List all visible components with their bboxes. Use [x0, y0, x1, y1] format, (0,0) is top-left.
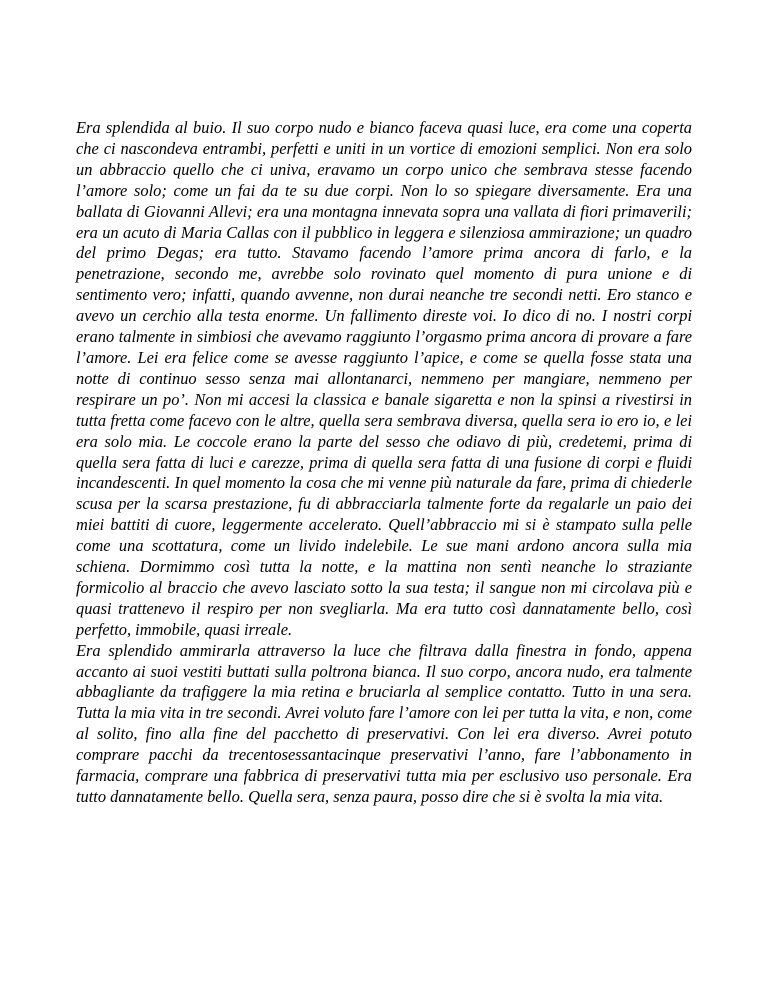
paragraph-1: Era splendida al buio. Il suo corpo nudo e bianco faceva quasi luce, era come una coperta che ci nascondeva entrambi, perfetti e uniti in un vortice di emozioni semplici. Non era solo un abbraccio quello che ci univa, eravamo un corpo unico che sembrava stesse facendo l’amore solo; come un fai da te su due corpi. Non lo so spiegare diversamente. Era una ballata di Giovanni Allevi; era una montagna innevata sopra una vallata di fiori primaverili; era un acuto di Maria Callas con il pubblico in leggera e silenziosa ammirazione; un quadro del primo Degas; era tutto. Stavamo facendo l’amore prima ancora di farlo, e la penetrazione, secondo me, avrebbe solo rovinato quel momento di pura unione e di sentimento vero; infatti, quando avvenne, non durai neanche tre secondi netti. Ero stanco e avevo un cerchio alla testa enorme. Un fallimento direste voi. Io dico di no. I nostri corpi erano talmente in simbiosi che avevamo raggiunto l’orgasmo prima ancora di provare a fare l’amore. Lei era felice come se avesse raggiunto l’apice, e come se quella fosse stata una notte di continuo sesso senza mai allontanarci, nemmeno per mangiare, nemmeno per respirare un po’. Non mi accesi la classica e banale sigaretta e non la spinsi a rivestirsi in tutta fretta come facevo con le altre, quella sera sembrava diversa, quella sera io ero io, e lei era solo mia. Le coccole erano la parte del sesso che odiavo di più, credetemi, prima di quella sera fatta di luci e carezze, prima di quella sera fatta di una fusione di corpi e fluidi incandescenti. In quel momento la cosa che mi venne più naturale da fare, prima di chiederle scusa per la scarsa prestazione, fu di abbracciarla talmente forte da regalarle un paio dei miei battiti di cuore, leggermente accelerato. Quell’abbraccio mi si è stampato sulla pelle come una scottatura, come un livido indelebile. Le sue mani ardono ancora sulla mia schiena. Dormimmo così tutta la notte, e la mattina non sentì neanche lo straziante formicolio al braccio che avevo lasciato sotto la sua testa; il sangue non mi circolava più e quasi trattenevo il respiro per non svegliarla. Ma era tutto così dannatamente bello, così perfetto, immobile, quasi irreale. [76, 118, 692, 639]
paragraph-2: Era splendido ammirarla attraverso la luce che filtrava dalla finestra in fondo, appena accanto ai suoi vestiti buttati sulla poltrona bianca. Il suo corpo, ancora nudo, era talmente abbagliante da trafiggere la mia retina e bruciarla al semplice contatto. Tutto in una sera. Tutta la mia vita in tre secondi. Avrei voluto fare l’amore con lei per tutta la vita, e non, come al solito, fino alla fine del pacchetto di preservativi. Con lei era diverso. Avrei potuto comprare pacchi da trecentosessantacinque preservativi l’anno, fare l’abbonamento in farmacia, comprare una fabbrica di preservativi tutta mia per esclusivo uso personale. Era tutto dannatamente bello. Quella sera, senza paura, posso dire che si è svolta la mia vita. [76, 640, 692, 806]
body-text [76, 118, 692, 808]
